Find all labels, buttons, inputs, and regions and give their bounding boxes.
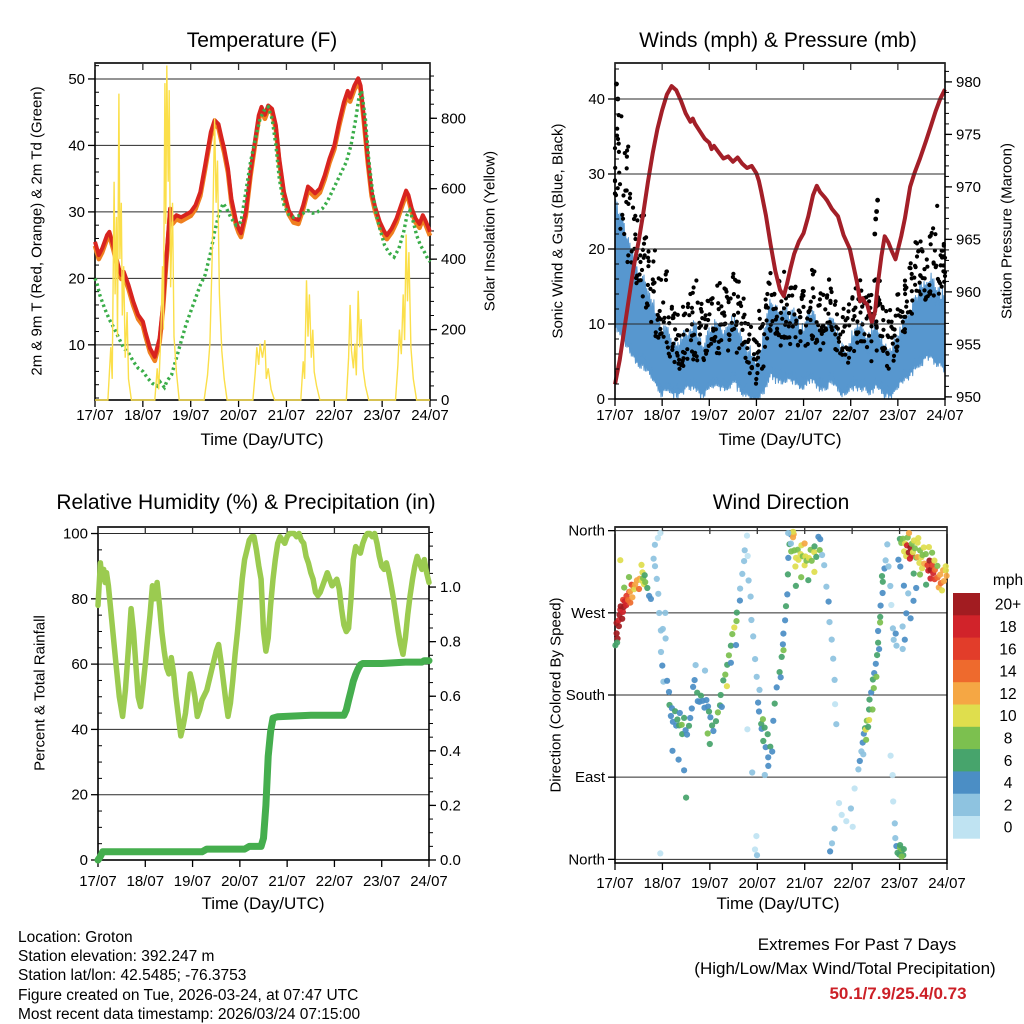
svg-text:4: 4 — [1003, 775, 1013, 792]
svg-text:0: 0 — [596, 391, 605, 408]
svg-text:22/07: 22/07 — [315, 407, 354, 424]
svg-text:0.6: 0.6 — [440, 688, 461, 706]
svg-text:20+: 20+ — [994, 596, 1022, 614]
station-elevation: Station elevation: 392.247 m — [18, 948, 215, 966]
svg-text:800: 800 — [441, 110, 467, 128]
svg-text:30: 30 — [68, 203, 85, 221]
svg-text:10: 10 — [999, 708, 1017, 726]
svg-text:30: 30 — [588, 166, 605, 183]
svg-text:8: 8 — [1003, 730, 1013, 748]
svg-text:West: West — [571, 604, 605, 622]
winds-pressure-panel-title: Winds (mph) & Pressure (mb) — [639, 29, 917, 52]
svg-text:10: 10 — [588, 316, 605, 333]
station-latlon: Station lat/lon: 42.5485; -76.3753 — [18, 967, 247, 985]
svg-text:19/07: 19/07 — [173, 873, 212, 890]
svg-text:1.0: 1.0 — [440, 579, 461, 597]
svg-text:21/07: 21/07 — [267, 407, 306, 424]
recent-data-timestamp: Most recent data timestamp: 2026/03/24 07:15:00 — [18, 1005, 361, 1023]
svg-text:18/07: 18/07 — [643, 407, 681, 424]
svg-text:North: North — [568, 851, 605, 869]
svg-text:North: North — [568, 522, 605, 540]
svg-text:18/07: 18/07 — [126, 873, 165, 890]
svg-text:22/07: 22/07 — [833, 875, 871, 892]
svg-text:23/07: 23/07 — [879, 407, 917, 424]
winds-left-axis-label: Sonic Wind & Gust (Blue, Black) — [549, 123, 567, 339]
sonic-wind-blue-series — [615, 199, 945, 399]
precip-total-series — [98, 661, 429, 860]
svg-text:19/07: 19/07 — [171, 407, 210, 424]
svg-text:80: 80 — [71, 590, 88, 608]
svg-text:23/07: 23/07 — [362, 873, 401, 890]
svg-text:East: East — [574, 769, 605, 787]
svg-text:20/07: 20/07 — [219, 407, 258, 424]
svg-text:0.0: 0.0 — [440, 852, 461, 869]
svg-text:0: 0 — [1003, 819, 1013, 837]
svg-text:21/07: 21/07 — [268, 873, 306, 890]
svg-text:24/07: 24/07 — [926, 407, 964, 424]
svg-text:10: 10 — [68, 336, 85, 354]
svg-text:17/07: 17/07 — [596, 875, 634, 892]
temperature-panel — [68, 63, 466, 424]
humidity-precip-panel-title: Relative Humidity (%) & Precipitation (in) — [56, 491, 436, 514]
svg-text:17/07: 17/07 — [596, 407, 634, 424]
svg-text:18/07: 18/07 — [124, 407, 162, 424]
svg-text:14: 14 — [999, 663, 1017, 681]
svg-text:0.4: 0.4 — [440, 742, 461, 760]
svg-text:965: 965 — [956, 231, 982, 249]
svg-text:20: 20 — [588, 241, 605, 258]
humidity-x-axis-label: Time (Day/UTC) — [201, 894, 325, 913]
svg-text:South: South — [565, 687, 605, 704]
relative-humidity-series — [98, 534, 429, 736]
svg-text:0: 0 — [441, 392, 450, 409]
svg-text:0.2: 0.2 — [440, 797, 461, 815]
svg-text:20/07: 20/07 — [221, 873, 259, 890]
svg-text:20/07: 20/07 — [738, 875, 777, 892]
svg-text:950: 950 — [956, 388, 982, 406]
speed-colorbar — [953, 572, 1023, 839]
svg-text:20: 20 — [71, 786, 88, 804]
svg-text:20: 20 — [68, 270, 85, 288]
direction-left-axis-label: Direction (Colored By Speed) — [547, 597, 565, 793]
svg-text:12: 12 — [999, 685, 1017, 703]
svg-text:40: 40 — [68, 137, 85, 155]
svg-text:21/07: 21/07 — [785, 875, 824, 892]
winds-x-axis-label: Time (Day/UTC) — [718, 430, 842, 449]
direction-x-axis-label: Time (Day/UTC) — [716, 894, 840, 913]
humidity-precip-panel — [63, 526, 461, 890]
extremes-title: Extremes For Past 7 Days — [757, 935, 957, 954]
svg-text:24/07: 24/07 — [411, 407, 449, 424]
svg-text:17/07: 17/07 — [76, 407, 114, 424]
svg-text:0.8: 0.8 — [440, 633, 461, 651]
svg-text:40: 40 — [588, 91, 605, 108]
svg-text:20/07: 20/07 — [737, 407, 776, 424]
temperature-x-axis-label: Time (Day/UTC) — [200, 430, 324, 449]
wind-direction-panel-title: Wind Direction — [712, 491, 850, 514]
temperature-left-axis-label: 2m & 9m T (Red, Orange) & 2m Td (Green) — [28, 86, 46, 376]
svg-text:6: 6 — [1003, 752, 1013, 770]
svg-text:22/07: 22/07 — [315, 873, 354, 890]
svg-text:2: 2 — [1003, 797, 1013, 815]
svg-text:24/07: 24/07 — [410, 873, 448, 890]
station-location: Location: Groton — [18, 929, 133, 946]
svg-text:19/07: 19/07 — [690, 407, 729, 424]
svg-text:23/07: 23/07 — [880, 875, 919, 892]
extremes-subtitle: (High/Low/Max Wind/Total Precipitation) — [694, 959, 996, 978]
svg-text:60: 60 — [71, 656, 88, 674]
temp-2m-red-series — [95, 78, 430, 357]
wind-direction-scatter — [612, 529, 949, 860]
svg-text:0: 0 — [79, 852, 88, 869]
figure-created-timestamp: Figure created on Tue, 2026-03-24, at 07:47 UTC — [18, 986, 359, 1004]
svg-text:19/07: 19/07 — [691, 875, 729, 892]
svg-text:21/07: 21/07 — [784, 407, 823, 424]
svg-text:100: 100 — [62, 525, 88, 543]
svg-text:970: 970 — [956, 178, 982, 196]
svg-text:960: 960 — [956, 283, 982, 301]
svg-text:400: 400 — [441, 251, 467, 269]
station-metadata — [18, 928, 360, 1024]
extremes-values: 50.1/7.9/25.4/0.73 — [829, 984, 967, 1003]
temperature-panel-title: Temperature (F) — [186, 29, 338, 52]
svg-text:975: 975 — [956, 126, 982, 144]
svg-text:40: 40 — [71, 721, 88, 739]
svg-text:16: 16 — [999, 641, 1017, 659]
svg-text:50: 50 — [68, 70, 85, 88]
svg-text:22/07: 22/07 — [831, 407, 870, 424]
svg-text:24/07: 24/07 — [928, 875, 966, 892]
temperature-right-axis-label: Solar Insolation (Yellow) — [481, 150, 499, 312]
svg-text:17/07: 17/07 — [79, 873, 117, 890]
humidity-left-axis-label: Percent & Total Rainfall — [31, 615, 49, 771]
svg-text:600: 600 — [441, 180, 467, 198]
svg-text:18/07: 18/07 — [643, 875, 682, 892]
wind-direction-panel — [566, 523, 1023, 892]
winds-right-axis-label: Station Pressure (Maroon) — [998, 143, 1016, 319]
svg-text:980: 980 — [956, 73, 982, 91]
colorbar-title: mph — [992, 572, 1024, 589]
svg-text:200: 200 — [441, 321, 467, 339]
svg-text:955: 955 — [956, 336, 982, 354]
winds-pressure-panel — [588, 63, 981, 424]
svg-text:23/07: 23/07 — [363, 407, 401, 424]
svg-text:18: 18 — [999, 618, 1017, 636]
